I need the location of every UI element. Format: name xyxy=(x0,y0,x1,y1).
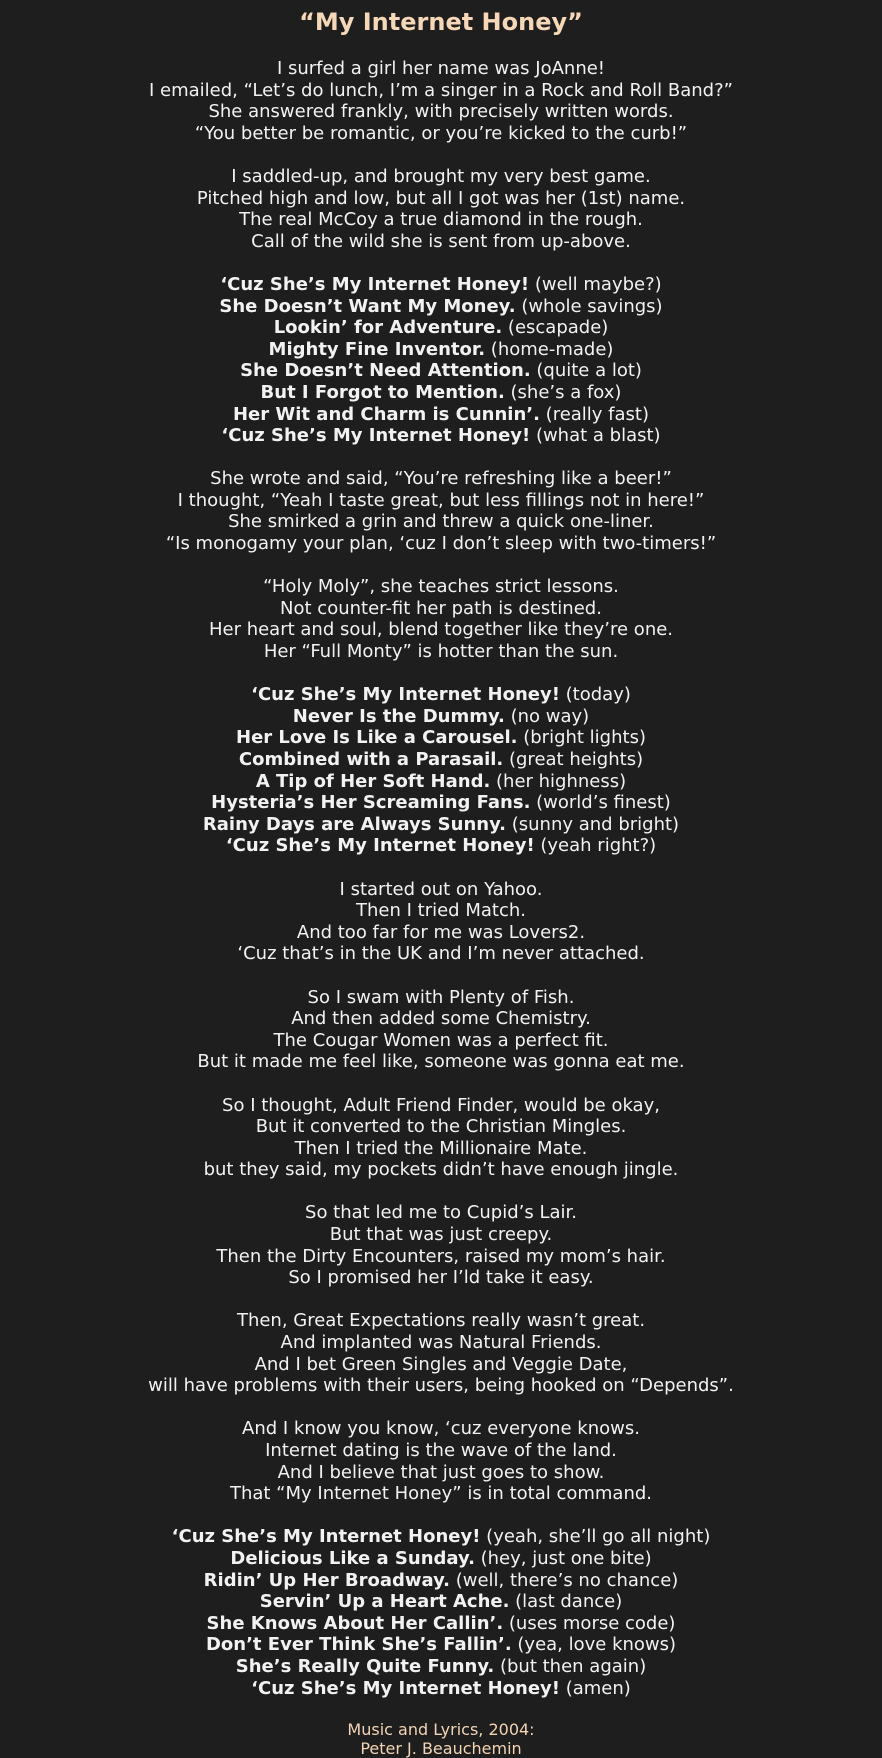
lyric-text: (really fast) xyxy=(539,403,650,425)
lyric-text: So I thought, Adult Friend Finder, would be okay, xyxy=(222,1094,660,1116)
lyric-line xyxy=(0,1138,882,1160)
lyric-bold-part: Her Love Is Like a Carousel. xyxy=(236,727,518,749)
lyric-text: And too far for me was Lovers2. xyxy=(296,921,586,943)
lyric-text: (whole savings) xyxy=(515,295,663,317)
lyric-bold-part: Mighty Fine Inventor. xyxy=(268,338,486,360)
lyric-text: (hey, just one bite) xyxy=(474,1547,652,1569)
lyric-line xyxy=(0,835,882,857)
stanza xyxy=(0,274,882,447)
lyric-text: Her heart and soul, blend together like they’re one. xyxy=(208,619,674,641)
lyric-line xyxy=(0,1634,882,1656)
stanza xyxy=(0,1095,882,1181)
lyric-line xyxy=(0,80,882,102)
lyric-text: (amen) xyxy=(559,1677,631,1699)
lyric-line xyxy=(0,641,882,663)
stanza xyxy=(0,879,882,965)
lyric-line xyxy=(0,188,882,210)
lyric-text: (last dance) xyxy=(509,1591,623,1613)
lyric-bold-part: Never Is the Dummy. xyxy=(292,705,505,727)
lyric-text: (what a blast) xyxy=(530,425,661,447)
lyric-line xyxy=(0,490,882,512)
lyric-line xyxy=(0,749,882,771)
lyric-text: That “My Internet Honey” is in total command. xyxy=(229,1483,653,1505)
lyric-line xyxy=(0,296,882,318)
lyric-bold-part: She’s Really Quite Funny. xyxy=(235,1655,495,1677)
stanza xyxy=(0,684,882,857)
lyric-text: Not counter-fit her path is destined. xyxy=(280,597,602,619)
lyric-text: Pitched high and low, but all I got was her (1st) name. xyxy=(196,187,686,209)
lyric-text: Her “Full Monty” is hotter than the sun. xyxy=(263,641,619,663)
lyric-line xyxy=(0,771,882,793)
lyric-line xyxy=(0,166,882,188)
lyric-line xyxy=(0,468,882,490)
lyric-text: (home-made) xyxy=(485,338,614,360)
lyric-line xyxy=(0,1332,882,1354)
lyric-bold-part: Hysteria’s Her Screaming Fans. xyxy=(211,792,531,814)
lyric-bold-part: But I Forgot to Mention. xyxy=(260,381,505,403)
lyric-text: (sunny and bright) xyxy=(506,813,680,835)
lyric-line xyxy=(0,123,882,145)
lyric-line xyxy=(0,814,882,836)
lyric-text: And I know you know, ‘cuz everyone knows. xyxy=(242,1418,640,1440)
lyric-text: “Holy Moly”, she teaches strict lessons. xyxy=(263,576,619,598)
lyric-line xyxy=(0,1440,882,1462)
song-title: “My Internet Honey” xyxy=(299,8,583,36)
lyric-text: And implanted was Natural Friends. xyxy=(280,1332,602,1354)
lyric-bold-part: ‘Cuz She’s My Internet Honey! xyxy=(221,425,531,447)
lyric-line xyxy=(0,511,882,533)
lyric-text: (yea, love knows) xyxy=(511,1634,677,1656)
lyric-line xyxy=(0,317,882,339)
lyric-bold-part: ‘Cuz She’s My Internet Honey! xyxy=(251,684,560,706)
stanza xyxy=(0,1418,882,1504)
credits-line-1: Music and Lyrics, 2004: xyxy=(347,1719,535,1739)
stanza xyxy=(0,1526,882,1699)
lyric-line xyxy=(0,1483,882,1505)
lyric-bold-part: Combined with a Parasail. xyxy=(238,749,504,770)
lyric-line xyxy=(0,1310,882,1332)
lyric-text: I emailed, “Let’s do lunch, I’m a singer in a Rock and Roll Band?” xyxy=(149,79,733,101)
lyric-line xyxy=(0,879,882,901)
lyric-bold-part: Rainy Days are Always Sunny. xyxy=(202,813,507,835)
lyric-line xyxy=(0,533,882,555)
lyric-line xyxy=(0,1526,882,1548)
lyric-text: ‘Cuz that’s in the UK and I’m never attached. xyxy=(237,943,645,965)
lyric-line xyxy=(0,1051,882,1073)
lyric-text: Then I tried Match. xyxy=(356,900,526,922)
lyric-line xyxy=(0,231,882,253)
lyric-bold-part: Servin’ Up a Heart Ache. xyxy=(259,1591,510,1613)
lyric-text: But it converted to the Christian Mingles. xyxy=(255,1116,627,1138)
lyric-line xyxy=(0,382,882,404)
lyric-text: (quite a lot) xyxy=(530,360,642,382)
lyric-text: (today) xyxy=(559,684,631,706)
lyric-text: (yeah, she’ll go all night) xyxy=(480,1526,711,1548)
lyric-line xyxy=(0,1656,882,1678)
lyric-text: And I believe that just goes to show. xyxy=(277,1461,605,1483)
lyric-line xyxy=(0,58,882,80)
lyric-text: The Cougar Women was a perfect fit. xyxy=(273,1029,609,1051)
lyric-text: She smirked a grin and threw a quick one-liner. xyxy=(228,511,654,533)
lyric-bold-part: A Tip of Her Soft Hand. xyxy=(255,770,491,792)
lyric-text: So that led me to Cupid’s Lair. xyxy=(305,1202,577,1224)
stanza xyxy=(0,1310,882,1396)
lyric-text: But it made me feel like, someone was gonna eat me. xyxy=(197,1051,685,1073)
stanza xyxy=(0,166,882,252)
lyric-text: And then added some Chemistry. xyxy=(291,1008,591,1030)
lyric-text: So I swam with Plenty of Fish. xyxy=(307,986,575,1008)
lyric-text: Internet dating is the wave of the land. xyxy=(265,1440,617,1461)
lyric-line xyxy=(0,727,882,749)
lyric-line xyxy=(0,1202,882,1224)
lyric-line xyxy=(0,922,882,944)
lyric-line xyxy=(0,576,882,598)
lyric-bold-part: Don’t Ever Think She’s Fallin’. xyxy=(205,1634,512,1656)
lyrics-body xyxy=(0,58,882,1699)
lyric-bold-part: She Doesn’t Need Attention. xyxy=(240,360,531,382)
lyric-line xyxy=(0,900,882,922)
credits xyxy=(0,1720,882,1758)
lyric-text: She wrote and said, “You’re refreshing like a beer!” xyxy=(210,468,672,490)
lyric-line xyxy=(0,1462,882,1484)
lyric-line xyxy=(0,1159,882,1181)
lyric-text: “You better be romantic, or you’re kicked to the curb!” xyxy=(194,122,688,144)
lyric-text: She answered frankly, with precisely written words. xyxy=(208,101,674,123)
lyric-text: (her highness) xyxy=(490,770,627,792)
lyric-line xyxy=(0,1030,882,1052)
lyric-text: (yeah right?) xyxy=(534,835,657,857)
stanza xyxy=(0,987,882,1073)
lyric-text: (well, there’s no chance) xyxy=(450,1569,679,1591)
lyric-line xyxy=(0,943,882,965)
lyric-text: (uses morse code) xyxy=(503,1612,676,1634)
lyric-text: (bright lights) xyxy=(517,727,646,749)
lyric-text: (she’s a fox) xyxy=(504,381,622,403)
lyric-line xyxy=(0,404,882,426)
lyric-line xyxy=(0,209,882,231)
lyric-line xyxy=(0,425,882,447)
lyric-text: “Is monogamy your plan, ‘cuz I don’t sleep with two-timers!” xyxy=(165,533,717,555)
lyric-text: Then the Dirty Encounters, raised my mom’s hair. xyxy=(216,1245,666,1267)
lyric-line xyxy=(0,360,882,382)
lyric-line xyxy=(0,1678,882,1700)
lyric-line xyxy=(0,1613,882,1635)
lyric-line xyxy=(0,1570,882,1592)
lyric-bold-part: Lookin’ for Adventure. xyxy=(273,317,503,339)
stanza xyxy=(0,576,882,662)
lyric-line xyxy=(0,1267,882,1289)
lyric-bold-part: Ridin’ Up Her Broadway. xyxy=(203,1569,450,1591)
lyric-line xyxy=(0,339,882,361)
lyric-line xyxy=(0,987,882,1009)
lyric-text: The real McCoy a true diamond in the rough. xyxy=(239,209,643,231)
lyric-line xyxy=(0,598,882,620)
lyric-line xyxy=(0,1116,882,1138)
lyric-line xyxy=(0,1591,882,1613)
stanza xyxy=(0,58,882,144)
lyric-line xyxy=(0,1418,882,1440)
lyric-text: (no way) xyxy=(504,705,590,727)
lyric-line xyxy=(0,1375,882,1397)
lyric-line xyxy=(0,1354,882,1376)
lyric-bold-part: ‘Cuz She’s My Internet Honey! xyxy=(220,273,530,295)
lyric-text: I surfed a girl her name was JoAnne! xyxy=(276,58,606,79)
lyric-line xyxy=(0,706,882,728)
lyric-line xyxy=(0,1246,882,1268)
lyric-bold-part: She Doesn’t Want My Money. xyxy=(219,295,516,317)
lyric-line xyxy=(0,684,882,706)
lyric-bold-part: Her Wit and Charm is Cunnin’. xyxy=(232,403,540,425)
lyric-text: I started out on Yahoo. xyxy=(339,878,543,900)
lyric-text: (but then again) xyxy=(494,1655,647,1677)
lyric-text: Then, Great Expectations really wasn’t great. xyxy=(236,1310,646,1332)
stanza xyxy=(0,468,882,554)
lyric-text: And I bet Green Singles and Veggie Date, xyxy=(254,1353,628,1375)
lyric-text: (world’s finest) xyxy=(530,792,671,814)
lyric-line xyxy=(0,101,882,123)
lyric-text: Then I tried the Millionaire Mate. xyxy=(294,1137,588,1159)
lyric-text: I saddled-up, and brought my very best game. xyxy=(231,165,651,187)
lyric-text: But that was just creepy. xyxy=(329,1224,553,1246)
lyric-text: (well maybe?) xyxy=(529,273,662,295)
lyric-line xyxy=(0,792,882,814)
lyric-text: Call of the wild she is sent from up-above. xyxy=(251,230,631,252)
lyric-line xyxy=(0,1095,882,1117)
lyric-bold-part: Delicious Like a Sunday. xyxy=(230,1547,475,1569)
lyric-text: but they said, my pockets didn’t have enough jingle. xyxy=(203,1159,679,1181)
credits-author: Peter J. Beauchemin xyxy=(360,1738,522,1758)
lyric-text: (great heights) xyxy=(503,749,644,770)
lyric-bold-part: ‘Cuz She’s My Internet Honey! xyxy=(225,835,535,857)
lyric-text: So I promised her I’ld take it easy. xyxy=(288,1267,594,1289)
lyric-line xyxy=(0,1224,882,1246)
lyric-bold-part: ‘Cuz She’s My Internet Honey! xyxy=(251,1677,560,1699)
lyric-line xyxy=(0,619,882,641)
lyric-bold-part: She Knows About Her Callin’. xyxy=(206,1612,504,1634)
lyric-line xyxy=(0,274,882,296)
lyric-text: will have problems with their users, being hooked on “Depends”. xyxy=(148,1375,734,1397)
lyric-line xyxy=(0,1008,882,1030)
lyric-line xyxy=(0,1548,882,1570)
stanza xyxy=(0,1202,882,1288)
lyric-bold-part: ‘Cuz She’s My Internet Honey! xyxy=(171,1526,481,1548)
lyric-text: I thought, “Yeah I taste great, but less fillings not in here!” xyxy=(177,489,705,511)
lyric-text: (escapade) xyxy=(502,317,609,339)
